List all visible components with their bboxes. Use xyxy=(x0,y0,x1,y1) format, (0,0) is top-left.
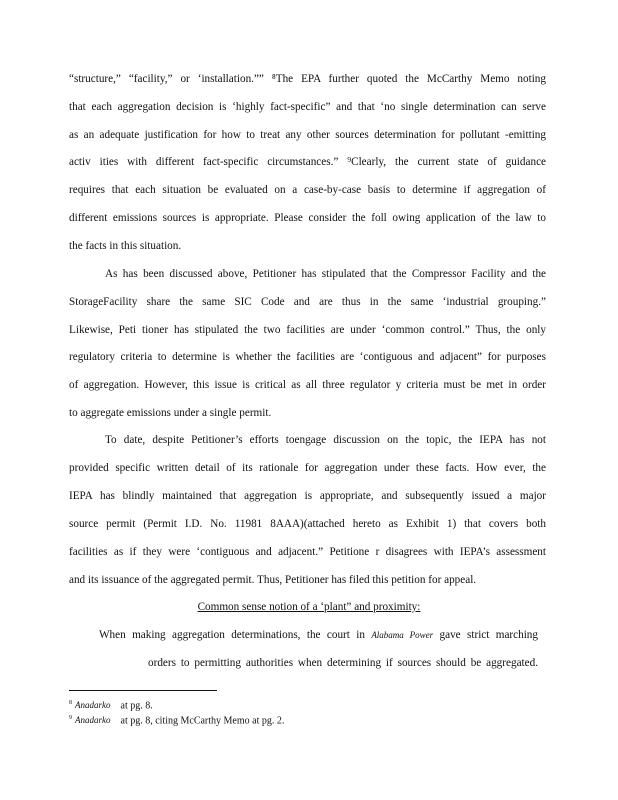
text-line: As has been discussed above, Petitioner has stipulated that the Compressor Facility and the xyxy=(105,268,546,280)
text-line: requires that each situation be evaluated on a case-by-case basis to determine if aggregation of xyxy=(69,184,546,196)
text-line: regulatory criteria to determine is whether the facilities are ‘contiguous and adjacent” for purposes xyxy=(69,351,546,363)
footnote-text: at pg. 8. xyxy=(120,700,153,712)
text-line: Likewise, Peti tioner has stipulated the two facilities are under ‘common control.” Thus, the only xyxy=(69,324,546,336)
footnote-number: 8 xyxy=(69,700,72,706)
text-line: that each aggregation decision is ‘highly fact-specific” and that ‘no single determination can serve xyxy=(69,101,546,113)
text-fragment: When making aggregation determinations, the court in xyxy=(99,629,372,641)
text-line: StorageFacility share the same SIC Code and are thus in the same ‘industrial grouping.” xyxy=(69,296,546,308)
text-line: IEPA has blindly maintained that aggregation is appropriate, and subsequently issued a major xyxy=(69,490,546,502)
text-line: as an adequate justification for how to treat any other sources determination for pollutant -emitting xyxy=(69,129,546,141)
case-name: Alabama Power xyxy=(371,630,434,640)
case-name: Anadarko xyxy=(75,700,111,711)
text-line: facilities as if they were ‘contiguous and adjacent.” Petitione r disagrees with IEPA’s assessment xyxy=(69,546,546,558)
text-line: To date, despite Petitioner’s efforts toengage discussion on the topic, the IEPA has not xyxy=(105,434,546,446)
footnote-divider xyxy=(69,690,217,691)
text-line: “structure,” “facility,” or ‘installation.”” ⁸The EPA further quoted the McCarthy Memo noting xyxy=(69,73,546,85)
text-line: activ ities with different fact-specific circumstances.” ⁹Clearly, the current state of guidance xyxy=(69,156,546,168)
text-line: provided specific written detail of its rationale for aggregation under these facts. How ever, the xyxy=(69,462,546,474)
footnote-number: 9 xyxy=(69,715,72,721)
footnote xyxy=(69,712,284,727)
text-line: different emissions sources is appropriate. Please consider the foll owing application of the law to xyxy=(69,212,546,224)
footnote xyxy=(69,697,153,712)
footnote-text: at pg. 8, citing McCarthy Memo at pg. 2. xyxy=(120,715,285,727)
text-fragment: gave strict marching xyxy=(433,629,538,641)
text-line: and its issuance of the aggregated permit. Thus, Petitioner has filed this petition for appeal. xyxy=(69,574,477,586)
text-line: the facts in this situation. xyxy=(69,240,182,252)
text-line: of aggregation. However, this issue is critical as all three regulator y criteria must be met in order xyxy=(69,379,546,391)
text-line: to aggregate emissions under a single permit. xyxy=(69,407,272,419)
case-name: Anadarko xyxy=(75,715,111,726)
text-line: source permit (Permit I.D. No. 11981 8AAA)(attached hereto as Exhibit 1) that covers both xyxy=(69,518,546,530)
text-line xyxy=(99,628,538,642)
section-heading: Common sense notion of a ‘plant” and proximity: xyxy=(197,601,421,613)
text-line: orders to permitting authorities when determining if sources should be aggregated. xyxy=(148,657,538,669)
